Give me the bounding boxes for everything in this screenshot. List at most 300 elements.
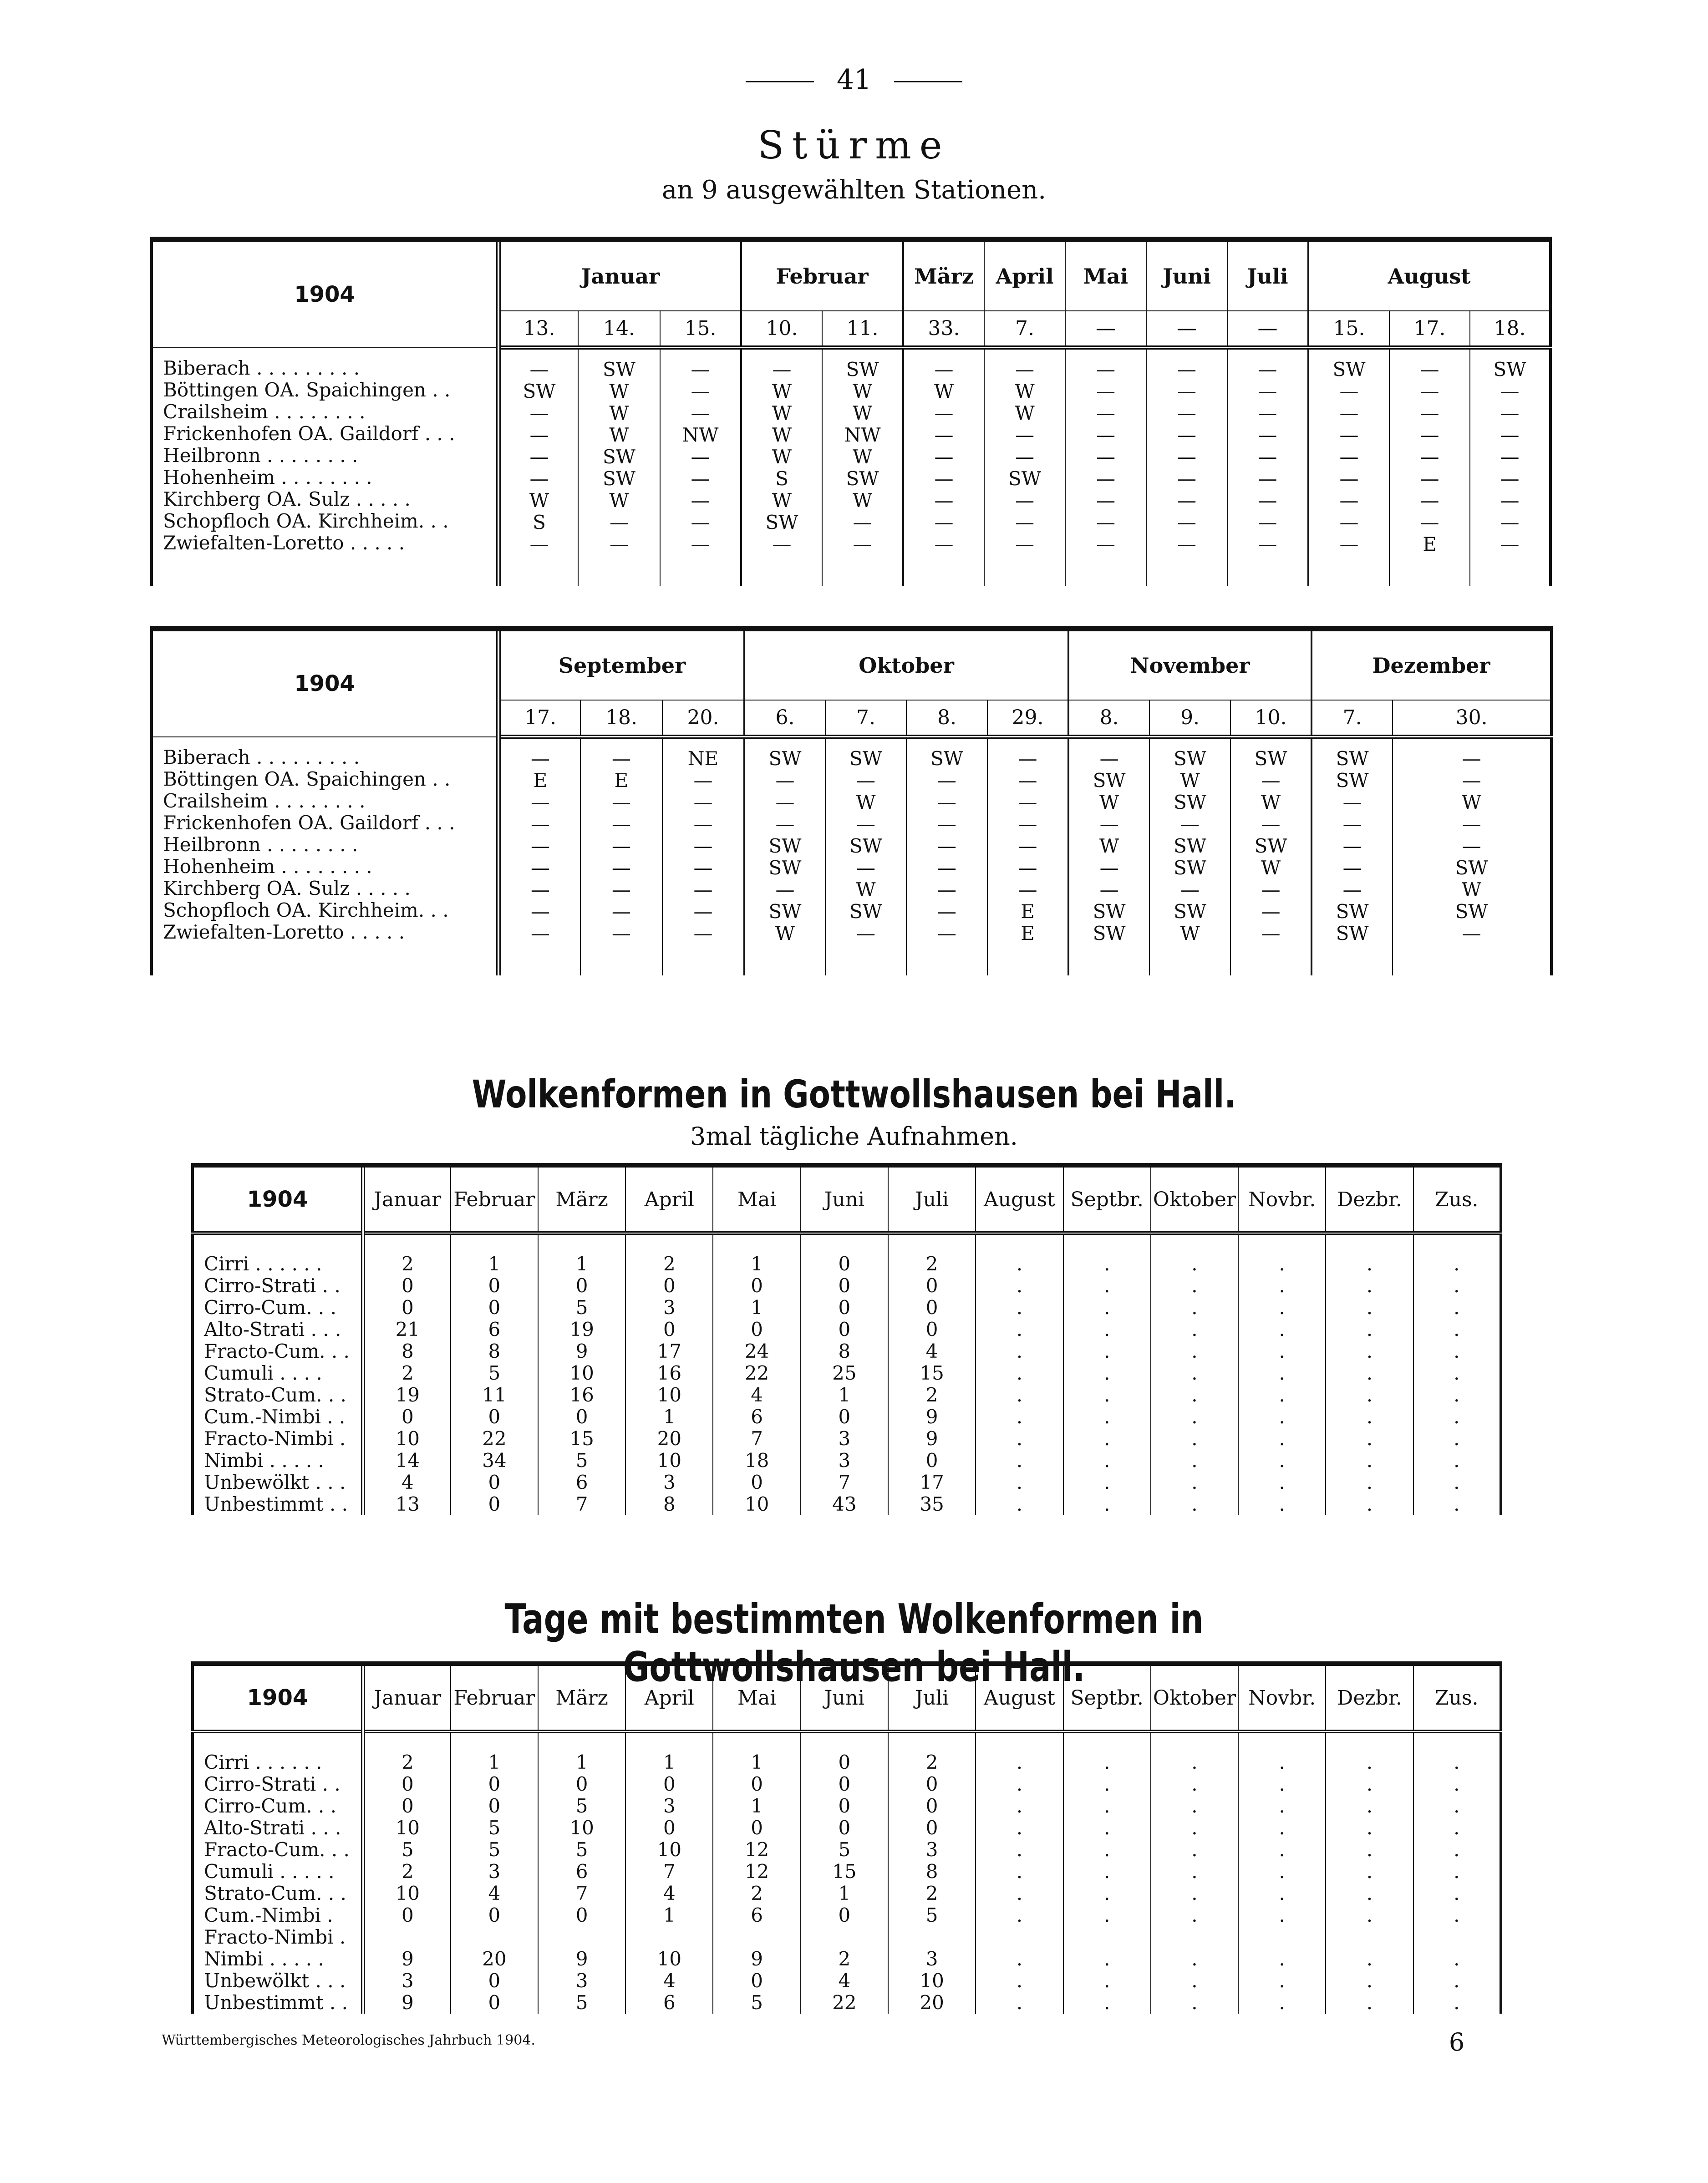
month-header: Mai: [1065, 239, 1146, 311]
month-header: Mai: [713, 1664, 800, 1731]
month-header: Oktober: [1151, 1165, 1238, 1233]
wind-direction: —: [856, 857, 876, 879]
wind-direction: —: [529, 533, 549, 555]
day-header: 10.: [1230, 700, 1312, 737]
month-column: [888, 1731, 976, 2014]
day-header: 17.: [498, 700, 580, 737]
wind-direction: W: [852, 402, 873, 424]
month-header: Zus.: [1413, 1664, 1501, 1731]
cloud-count: .: [1366, 1882, 1373, 1904]
wind-direction: —: [612, 857, 631, 879]
cloud-count: 0: [575, 1773, 588, 1795]
cloud-count: 9: [925, 1427, 938, 1450]
cloud-count: .: [1104, 1991, 1110, 2014]
cloud-count: [1326, 1926, 1413, 1948]
cloud-count: .: [1279, 1904, 1285, 1926]
cloud-form-name: Fracto-Cum. . .: [204, 1838, 350, 1861]
wind-direction: —: [1342, 835, 1362, 857]
wind-direction: W: [529, 489, 549, 512]
cloud-count: 1: [838, 1882, 851, 1904]
cloud-count: .: [1191, 1795, 1198, 1817]
month-header: Januar: [363, 1664, 450, 1731]
wind-direction: —: [1177, 511, 1197, 533]
cloud-count: .: [1454, 1751, 1460, 1773]
cloud-count: .: [1366, 1362, 1373, 1384]
cloud-count: 0: [401, 1406, 414, 1428]
cloud-count: 10: [920, 1970, 944, 1992]
wind-direction: —: [1015, 511, 1035, 533]
cloud-count: 0: [838, 1773, 851, 1795]
wind-direction: W: [772, 424, 792, 446]
cloud-count: .: [1454, 1970, 1460, 1992]
wind-direction: —: [856, 769, 876, 792]
cloud-form-name: Alto-Strati . . .: [204, 1817, 341, 1839]
cloud-count: [1414, 1926, 1500, 1948]
wind-direction: W: [609, 380, 629, 402]
cloud-count: 0: [751, 1970, 763, 1992]
wind-direction: —: [772, 533, 792, 555]
cloud-count: .: [1279, 1274, 1285, 1297]
cloud-count: 0: [575, 1904, 588, 1926]
cloud-count: .: [1454, 1773, 1460, 1795]
cloud-count: 0: [488, 1471, 501, 1493]
wind-direction: —: [1018, 835, 1037, 857]
month-column: [451, 1233, 538, 1515]
wind-direction: —: [1177, 380, 1197, 402]
cloud-count: 5: [575, 1991, 588, 2014]
cloud-count: 0: [663, 1274, 676, 1297]
cloud-count: .: [1454, 1274, 1460, 1297]
wind-direction: —: [1500, 446, 1520, 468]
cloud-count: 2: [838, 1948, 851, 1970]
cloud-count: .: [1454, 1795, 1460, 1817]
wind-direction: —: [1462, 835, 1481, 857]
cloud-form-name: Nimbi . . . . .: [204, 1948, 324, 1970]
cloud-count: 2: [401, 1253, 414, 1275]
month-column: [888, 1233, 976, 1515]
cloud-count: 9: [575, 1340, 588, 1362]
cloud-form-name: Cirro-Cum. . .: [204, 1296, 336, 1319]
cloud-count: .: [1104, 1296, 1110, 1319]
cloud-count: 1: [663, 1406, 676, 1428]
wind-direction: —: [853, 511, 872, 533]
cloud-count: 0: [925, 1449, 938, 1472]
wind-direction: —: [610, 533, 629, 555]
wind-direction: W: [772, 402, 792, 424]
cloud-count: 7: [751, 1427, 763, 1450]
month-header: Dezember: [1312, 629, 1551, 700]
wind-direction: —: [531, 813, 550, 835]
wind-direction: —: [691, 358, 710, 381]
cloud-count: 20: [657, 1427, 682, 1450]
cloud-count: 0: [925, 1795, 938, 1817]
cloud-count: 43: [832, 1493, 857, 1515]
wind-direction: —: [529, 467, 549, 490]
cloud-count: 8: [838, 1340, 851, 1362]
cloud-count: 0: [401, 1773, 414, 1795]
cloud-count: 6: [575, 1471, 588, 1493]
wind-direction: —: [1261, 922, 1281, 944]
cloud-form-name: Cirro-Cum. . .: [204, 1795, 336, 1817]
cloud-count: 1: [575, 1751, 588, 1773]
cloud-count: 6: [488, 1318, 501, 1340]
month-column: [625, 1731, 713, 2014]
cloud-count: 10: [395, 1817, 420, 1839]
cloud-count: .: [1104, 1838, 1110, 1861]
day-header: 29.: [987, 700, 1068, 737]
wind-direction: —: [1420, 424, 1439, 446]
month-header: März: [538, 1664, 625, 1731]
cloud-count: 22: [482, 1427, 507, 1450]
cloud-form-name: Fracto-Cum. . .: [204, 1340, 350, 1362]
cloud-count: .: [1454, 1471, 1460, 1493]
cloud-count: .: [1104, 1384, 1110, 1406]
cloud-form-name: Alto-Strati . . .: [204, 1318, 341, 1340]
cloud-count: .: [1454, 1904, 1460, 1926]
cloud-count: 0: [925, 1318, 938, 1340]
wind-direction: SW: [765, 511, 798, 533]
station-name: Biberach . . . . . . . . .: [163, 746, 360, 768]
wind-direction: —: [1096, 358, 1116, 381]
cloud-count: 3: [925, 1838, 938, 1861]
cloud-count: 19: [569, 1318, 594, 1340]
cloud-form-name: Unbewölkt . . .: [204, 1471, 346, 1493]
wind-direction: SW: [1332, 358, 1366, 381]
cloud-count: .: [1016, 1773, 1023, 1795]
clouds-subtitle: 3mal tägliche Aufnahmen.: [690, 1122, 1018, 1151]
cloud-count: 9: [925, 1406, 938, 1428]
cloud-count: 10: [395, 1427, 420, 1450]
station-name: Hohenheim . . . . . . . .: [163, 466, 372, 488]
month-column: [1326, 1233, 1413, 1515]
cloud-count: .: [1279, 1253, 1285, 1275]
cloud-count: 15: [569, 1427, 594, 1450]
month-column: [538, 1731, 625, 2014]
wind-direction: —: [1099, 878, 1119, 901]
wind-direction: W: [1099, 835, 1119, 857]
cloud-count: 0: [488, 1493, 501, 1515]
cloud-count: .: [1191, 1318, 1198, 1340]
cloud-count: .: [1104, 1948, 1110, 1970]
wind-direction: —: [1420, 380, 1439, 402]
cloud-count: .: [1104, 1340, 1110, 1362]
wind-direction: —: [1339, 402, 1359, 424]
cloud-count: .: [1191, 1274, 1198, 1297]
wind-direction-column: [498, 348, 578, 587]
wind-direction: —: [1096, 424, 1116, 446]
month-header: Juli: [888, 1664, 976, 1731]
cloud-count: 5: [575, 1795, 588, 1817]
day-header: 7.: [825, 700, 906, 737]
cloud-count: 5: [575, 1449, 588, 1472]
cloud-count: [451, 1926, 538, 1948]
wind-direction: —: [1500, 380, 1520, 402]
cloud-count: .: [1016, 1751, 1023, 1773]
day-header: 7.: [984, 311, 1065, 348]
cloud-count: 7: [838, 1471, 851, 1493]
wind-direction: —: [1500, 533, 1520, 555]
wind-direction: —: [937, 791, 957, 813]
wind-direction: —: [1099, 813, 1119, 835]
wind-direction: —: [531, 857, 550, 879]
wind-direction: —: [1015, 533, 1035, 555]
cloud-count: 5: [401, 1838, 414, 1861]
wind-direction: W: [1462, 791, 1482, 813]
wind-direction: SW: [1493, 358, 1526, 381]
wind-direction: —: [612, 835, 631, 857]
month-header: Februar: [741, 239, 903, 311]
cloud-count: .: [1454, 1493, 1460, 1515]
wind-direction: —: [1500, 489, 1520, 512]
cloud-count: 0: [488, 1773, 501, 1795]
cloud-count: 2: [401, 1860, 414, 1883]
wind-direction: W: [852, 446, 873, 468]
wind-direction: —: [531, 878, 550, 901]
cloud-count: .: [1366, 1406, 1373, 1428]
wind-direction: —: [1258, 467, 1277, 490]
wind-direction: SW: [1254, 747, 1287, 770]
cloud-count: 0: [401, 1274, 414, 1297]
cloud-count: 14: [395, 1449, 420, 1472]
month-column: [1413, 1233, 1501, 1515]
wind-direction: W: [772, 446, 792, 468]
cloud-count: .: [1191, 1817, 1198, 1839]
wind-direction: —: [1261, 769, 1281, 792]
wind-direction: SW: [523, 380, 556, 402]
wind-direction: SW: [1254, 835, 1287, 857]
wind-direction: —: [1180, 813, 1200, 835]
cloud-count: 4: [925, 1340, 938, 1362]
wind-direction-column: [578, 348, 660, 587]
month-header: Juni: [801, 1165, 888, 1233]
cloud-count: 11: [482, 1384, 507, 1406]
wind-direction: —: [1177, 402, 1197, 424]
month-column: [713, 1731, 800, 2014]
wind-direction: SW: [768, 900, 802, 923]
cloud-count: .: [1366, 1751, 1373, 1773]
cloud-count: .: [1279, 1860, 1285, 1883]
cloud-count: 0: [575, 1406, 588, 1428]
cloud-count: 21: [395, 1318, 420, 1340]
month-column: [976, 1731, 1063, 2014]
cloud-count: 10: [657, 1384, 682, 1406]
cloud-count: .: [1191, 1991, 1198, 2014]
cloud-count: .: [1104, 1904, 1110, 1926]
cloud-count: .: [1454, 1817, 1460, 1839]
wind-direction-column: [1393, 737, 1551, 976]
wind-direction: NW: [682, 424, 719, 446]
wind-direction: S: [533, 511, 546, 533]
wind-direction: W: [1099, 791, 1119, 813]
cloud-count: .: [1104, 1493, 1110, 1515]
cloud-form-name: Strato-Cum. . .: [204, 1384, 346, 1406]
month-header: Dezbr.: [1326, 1165, 1413, 1233]
wind-direction: —: [529, 402, 549, 424]
wind-direction: —: [934, 402, 954, 424]
cloud-count: 0: [663, 1318, 676, 1340]
day-header: 8.: [906, 700, 987, 737]
cloud-count: .: [1366, 1904, 1373, 1926]
wind-direction: W: [1462, 878, 1482, 901]
cloud-count: .: [1191, 1406, 1198, 1428]
cloud-count: 0: [663, 1773, 676, 1795]
cloud-count: .: [1016, 1296, 1023, 1319]
cloud-count: 17: [657, 1340, 682, 1362]
cloud-count: .: [1191, 1904, 1198, 1926]
wind-direction: —: [531, 900, 550, 923]
cloud-count: 0: [925, 1817, 938, 1839]
wind-direction: W: [1015, 402, 1035, 424]
cloud-count: [539, 1926, 625, 1948]
day-header: 11.: [822, 311, 903, 348]
wind-direction: —: [1177, 489, 1197, 512]
cloud-count: .: [1104, 1406, 1110, 1428]
wind-direction: —: [1018, 813, 1037, 835]
month-header: Novbr.: [1238, 1165, 1326, 1233]
cloud-count: 15: [832, 1860, 857, 1883]
station-name: Kirchberg OA. Sulz . . . . .: [163, 877, 411, 899]
month-header: April: [625, 1664, 713, 1731]
wind-direction: —: [1258, 402, 1277, 424]
cloud-count: 8: [401, 1340, 414, 1362]
day-header: 30.: [1393, 700, 1551, 737]
wind-direction: NE: [687, 747, 719, 770]
cloud-count: 1: [663, 1904, 676, 1926]
day-header: 7.: [1312, 700, 1393, 737]
cloud-count: [626, 1926, 712, 1948]
day-header: 15.: [660, 311, 741, 348]
cloud-count: 0: [751, 1817, 763, 1839]
month-column: [1151, 1731, 1238, 2014]
station-column: [152, 348, 498, 587]
wind-direction: W: [609, 489, 629, 512]
wind-direction: W: [934, 380, 954, 402]
wind-direction: —: [1420, 446, 1439, 468]
station-name: Heilbronn . . . . . . . .: [163, 833, 358, 856]
cloud-form-name: Nimbi . . . . .: [204, 1449, 324, 1472]
cloud-form-name: Cumuli . . . . .: [204, 1860, 335, 1883]
day-header: 6.: [744, 700, 825, 737]
month-column: [363, 1233, 450, 1515]
days-table: [191, 1661, 1502, 2014]
wind-direction-column: [984, 348, 1065, 587]
cloud-form-labels: [193, 1233, 363, 1515]
cloud-count: .: [1104, 1817, 1110, 1839]
cloud-count: 22: [744, 1362, 769, 1384]
cloud-form-name: Cirri . . . . . .: [204, 1253, 322, 1275]
wind-direction: W: [1015, 380, 1035, 402]
cloud-count: .: [1104, 1795, 1110, 1817]
cloud-count: .: [1454, 1427, 1460, 1450]
cloud-count: .: [1454, 1991, 1460, 2014]
wind-direction: —: [1261, 813, 1281, 835]
cloud-count: 2: [401, 1751, 414, 1773]
cloud-count: [713, 1926, 800, 1948]
wind-direction: —: [691, 446, 710, 468]
wind-direction: W: [772, 380, 792, 402]
cloud-count: 25: [832, 1362, 857, 1384]
storms-title: Stürme: [757, 123, 951, 168]
month-header: Septbr.: [1063, 1165, 1151, 1233]
cloud-count: 6: [751, 1406, 763, 1428]
month-header: März: [903, 239, 984, 311]
day-header: —: [1065, 311, 1146, 348]
cloud-count: .: [1016, 1948, 1023, 1970]
cloud-count: .: [1191, 1493, 1198, 1515]
month-column: [1413, 1731, 1501, 2014]
cloud-count: .: [1191, 1449, 1198, 1472]
wind-direction: —: [1420, 511, 1439, 533]
wind-direction: SW: [1336, 747, 1369, 770]
wind-direction: SW: [603, 358, 635, 381]
cloud-count: .: [1366, 1253, 1373, 1275]
month-column: [1063, 1233, 1151, 1515]
wind-direction: SW: [1336, 922, 1369, 944]
month-header: März: [538, 1165, 625, 1233]
month-header: November: [1068, 629, 1312, 700]
month-column: [713, 1233, 800, 1515]
cloud-count: .: [1016, 1362, 1023, 1384]
cloud-count: 16: [569, 1384, 594, 1406]
cloud-count: 12: [744, 1838, 769, 1861]
cloud-count: 5: [575, 1838, 588, 1861]
wind-direction: —: [1018, 857, 1037, 879]
wind-direction: —: [934, 446, 954, 468]
cloud-count: .: [1454, 1449, 1460, 1472]
cloud-count: .: [1366, 1991, 1373, 2014]
cloud-count: 4: [488, 1882, 501, 1904]
cloud-count: [976, 1926, 1062, 1948]
cloud-count: .: [1191, 1751, 1198, 1773]
cloud-count: .: [1366, 1860, 1373, 1883]
cloud-count: .: [1016, 1795, 1023, 1817]
cloud-count: 18: [744, 1449, 769, 1472]
cloud-count: .: [1279, 1838, 1285, 1861]
wind-direction: —: [1258, 358, 1277, 381]
cloud-count: 15: [920, 1362, 944, 1384]
cloud-count: .: [1104, 1882, 1110, 1904]
wind-direction: SW: [603, 467, 635, 490]
cloud-count: 0: [575, 1274, 588, 1297]
cloud-count: 9: [751, 1948, 763, 1970]
wind-direction: —: [1258, 489, 1277, 512]
station-name: Schopfloch OA. Kirchheim. . .: [163, 899, 449, 921]
wind-direction: —: [691, 467, 710, 490]
cloud-count: .: [1016, 1970, 1023, 1992]
cloud-count: 0: [488, 1274, 501, 1297]
cloud-count: 1: [751, 1253, 763, 1275]
wind-direction: W: [609, 402, 629, 424]
wind-direction: —: [531, 791, 550, 813]
wind-direction: —: [1339, 467, 1359, 490]
cloud-count: .: [1104, 1362, 1110, 1384]
cloud-count: 7: [575, 1882, 588, 1904]
month-header: Juli: [888, 1165, 976, 1233]
wind-direction: —: [1342, 813, 1362, 835]
wind-direction: SW: [1093, 900, 1126, 923]
cloud-count: 0: [838, 1406, 851, 1428]
wind-direction: —: [1339, 380, 1359, 402]
wind-direction-column: [660, 348, 741, 587]
cloud-count: .: [1016, 1493, 1023, 1515]
cloud-count: 0: [925, 1296, 938, 1319]
cloud-count: 22: [832, 1991, 857, 2014]
cloud-count: [889, 1926, 975, 1948]
wind-direction: W: [1180, 769, 1200, 792]
day-header: 14.: [578, 311, 660, 348]
wind-direction: SW: [849, 747, 882, 770]
wind-direction: SW: [768, 747, 802, 770]
